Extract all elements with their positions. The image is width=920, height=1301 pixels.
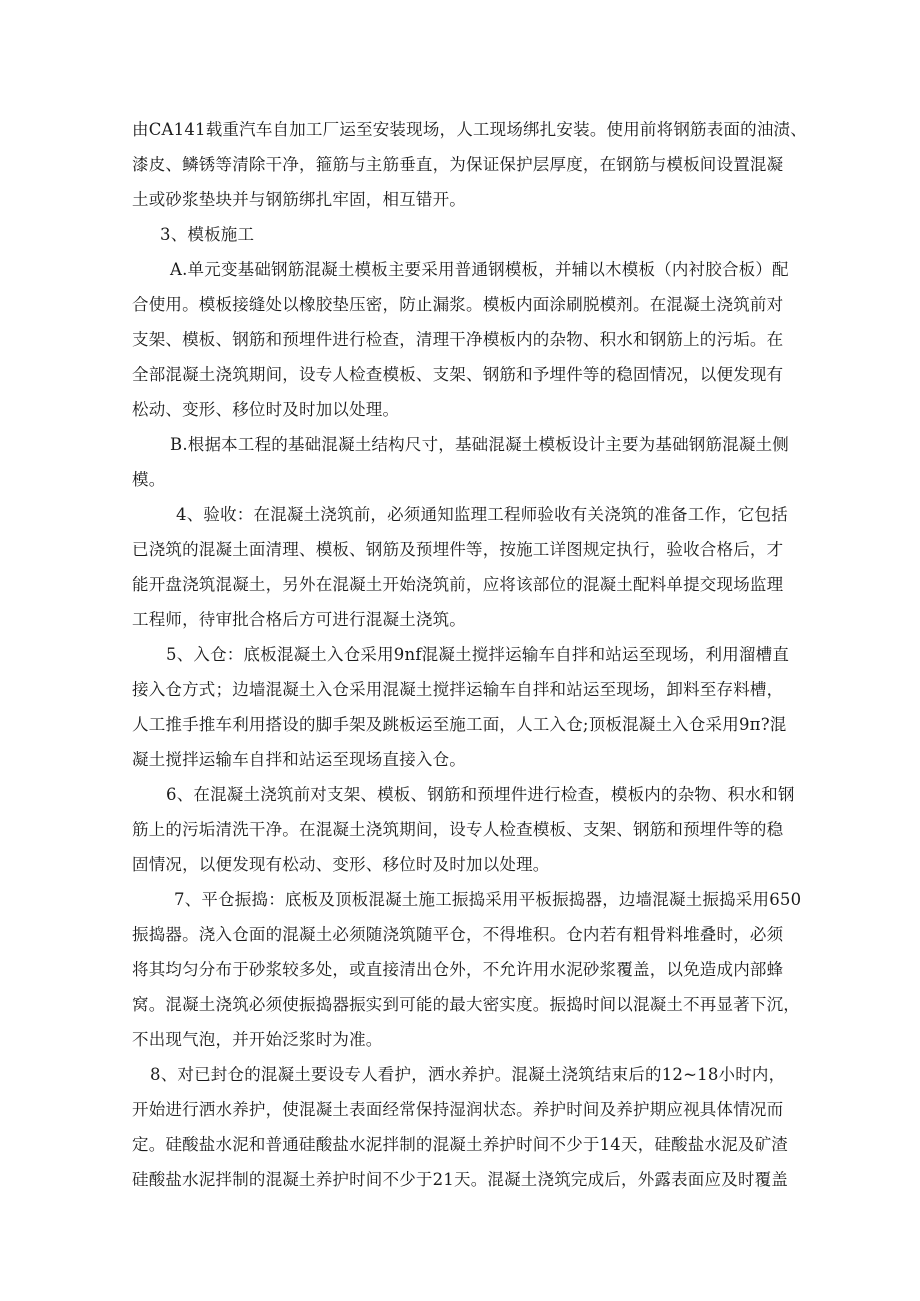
text-line: A.单元变基础钢筋混凝土模板主要采用普通钢模板，并辅以木模板（内衬胶合板）配 [170, 260, 789, 279]
text-line: 不出现气泡，并开始泛浆时为准。 [132, 1030, 383, 1049]
text-line: 5、入仓：底板混凝土入仓采用9nf混凝土搅拌运输车自拌和站运至现场，利用溜槽直 [166, 645, 790, 664]
text-line: B.根据本工程的基础混凝土结构尺寸，基础混凝土模板设计主要为基础钢筋混凝土侧 [170, 435, 789, 454]
text-line: 由CA141载重汽车自加工厂运至安装现场，人工现场绑扎安装。使用前将钢筋表面的油渍、 [132, 120, 807, 139]
text-line: 4、验收：在混凝土浇筑前，必须通知监理工程师验收有关浇筑的准备工作，它包括 [176, 505, 788, 524]
section-heading: 3、模板施工 [160, 225, 255, 244]
text-line: 接入仓方式；边墙混凝土入仓采用混凝土搅拌运输车自拌和站运至现场，卸料至存料槽， [132, 680, 784, 699]
text-line: 筋上的污垢清洗干净。在混凝土浇筑期间，设专人检查模板、支架、钢筋和预埋件等的稳 [132, 820, 784, 839]
text-line: 松动、变形、移位时及时加以处理。 [132, 400, 400, 419]
text-line: 合使用。模板接缝处以橡胶垫压密，防止漏浆。模板内面涂刷脱模剂。在混凝土浇筑前对 [132, 295, 784, 314]
text-line: 模。 [132, 470, 166, 489]
text-line: 开始进行洒水养护，使混凝土表面经常保持湿润状态。养护时间及养护期应视具体情况而 [132, 1100, 784, 1119]
text-line: 能开盘浇筑混凝土，另外在混凝土开始浇筑前，应将该部位的混凝土配料单提交现场监理 [132, 575, 784, 594]
text-line: 已浇筑的混凝土面清理、模板、钢筋及预埋件等，按施工详图规定执行，验收合格后，才 [132, 540, 784, 559]
text-line: 振捣器。浇入仓面的混凝土必须随浇筑随平仓，不得堆积。仓内若有粗骨料堆叠时，必须 [132, 925, 784, 944]
text-line: 漆皮、鳞锈等清除干净，箍筋与主筋垂直，为保证保护层厚度，在钢筋与模板间设置混凝 [132, 155, 784, 174]
text-line: 人工推手推车利用搭设的脚手架及跳板运至施工面，人工入仓;顶板混凝土入仓采用9π?混 [132, 715, 787, 734]
text-line: 6、在混凝土浇筑前对支架、模板、钢筋和预埋件进行检查，模板内的杂物、积水和钢 [166, 785, 795, 804]
text-line: 将其均匀分布于砂浆较多处，或直接清出仓外，不允许用水泥砂浆覆盖，以免造成内部蜂 [132, 960, 784, 979]
text-line: 8、对已封仓的混凝土要设专人看护，洒水养护。混凝土浇筑结束后的12~18小时内， [150, 1065, 786, 1084]
text-line: 固情况，以便发现有松动、变形、移位时及时加以处理。 [132, 855, 550, 874]
text-line: 硅酸盐水泥拌制的混凝土养护时间不少于21天。混凝土浇筑完成后，外露表面应及时覆盖 [132, 1170, 788, 1189]
text-line: 工程师，待审批合格后方可进行混凝土浇筑。 [132, 610, 466, 629]
text-line: 土或砂浆垫块并与钢筋绑扎牢固，相互错开。 [132, 190, 466, 209]
text-line: 凝土搅拌运输车自拌和站运至现场直接入仓。 [132, 750, 466, 769]
text-line: 7、平仓振捣：底板及顶板混凝土施工振捣采用平板振捣器，边墙混凝土振捣采用650 [174, 890, 802, 909]
text-line: 定。硅酸盐水泥和普通硅酸盐水泥拌制的混凝土养护时间不少于14天，硅酸盐水泥及矿渣 [132, 1135, 788, 1154]
text-line: 窝。混凝土浇筑必须使振捣器振实到可能的最大密实度。振捣时间以混凝土不再显著下沉， [132, 995, 800, 1014]
text-line: 全部混凝土浇筑期间，设专人检查模板、支架、钢筋和予埋件等的稳固情况，以便发现有 [132, 365, 784, 384]
text-line: 支架、模板、钢筋和预埋件进行检查，清理干净模板内的杂物、积水和钢筋上的污垢。在 [132, 330, 784, 349]
